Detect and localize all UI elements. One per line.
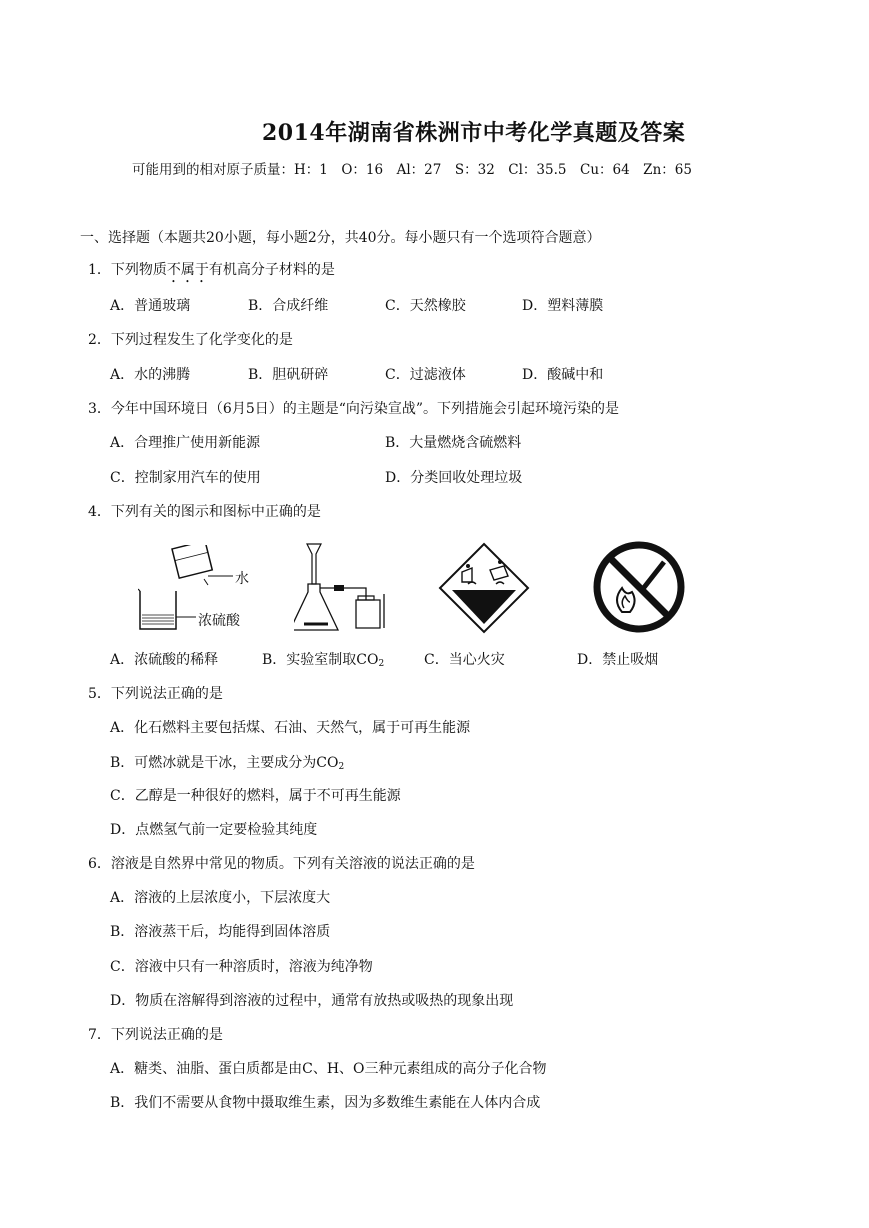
q2-option-b: B．胆矾研碎 <box>248 367 329 383</box>
q3-option-b: B．大量燃烧含硫燃料 <box>385 435 522 451</box>
q2-option-c: C．过滤液体 <box>385 367 466 383</box>
question-3-stem: 3．今年中国环境日（6月5日）的主题是“向污染宣战”。下列措施会引起环境污染的是 <box>88 401 620 417</box>
q6-option-d: D．物质在溶解得到溶液的过程中，通常有放热或吸热的现象出现 <box>110 993 514 1009</box>
q4-option-b: B．实验室制取$CO_2$ <box>262 652 385 669</box>
question-2-stem: 2．下列过程发生了化学变化的是 <box>88 332 293 348</box>
q1-option-a: A．普通玻璃 <box>110 298 191 314</box>
question-4-stem: 4．下列有关的图示和图标中正确的是 <box>88 504 321 520</box>
q2-option-d: D．酸碱中和 <box>522 367 604 383</box>
q3-option-c: C．控制家用汽车的使用 <box>110 470 261 486</box>
q1-option-b: B．合成纤维 <box>248 298 329 314</box>
q4-option-c: C．当心火灾 <box>424 652 505 668</box>
q6-option-a: A．溶液的上层浓度小，下层浓度大 <box>110 890 331 906</box>
label-concentrated-sulfuric-acid: 浓硫酸 <box>198 613 240 629</box>
q5-option-c: C．乙醇是一种很好的燃料，属于不可再生能源 <box>110 788 401 804</box>
atomic-masses-line: 可能用到的相对原子质量：H：1 O：16 Al：27 S：32 Cl：35.5 Cu：64 Zn：65 <box>132 162 692 178</box>
q5-option-b: B．可燃冰就是干冰，主要成分为$CO_2$ <box>110 755 345 772</box>
q5-option-a: A．化石燃料主要包括煤、石油、天然气，属于可再生能源 <box>110 720 471 736</box>
q1-option-c: C．天然橡胶 <box>385 298 466 314</box>
q7-option-a: A．糖类、油脂、蛋白质都是由C、H、O三种元素组成的高分子化合物 <box>110 1061 547 1077</box>
q6-option-c: C．溶液中只有一种溶质时，溶液为纯净物 <box>110 959 373 975</box>
section-heading: 一、选择题（本题共20小题，每小题2分，共40分。每小题只有一个选项符合题意） <box>80 230 601 246</box>
label-water: 水 <box>235 571 249 587</box>
q3-option-a: A．合理推广使用新能源 <box>110 435 261 451</box>
figure-co2-apparatus <box>294 540 394 636</box>
q3-option-d: D．分类回收处理垃圾 <box>385 470 523 486</box>
q5-option-d: D．点燃氢气前一定要检验其纯度 <box>110 822 318 838</box>
question-7-stem: 7．下列说法正确的是 <box>88 1027 223 1043</box>
q2-option-a: A．水的沸腾 <box>110 367 191 383</box>
question-6-stem: 6．溶液是自然界中常见的物质。下列有关溶液的说法正确的是 <box>88 856 475 872</box>
q1-option-d: D．塑料薄膜 <box>522 298 604 314</box>
figure-warning-sign <box>438 542 530 634</box>
page-title: 2014年湖南省株洲市中考化学真题及答案 <box>262 120 686 146</box>
q6-option-b: B．溶液蒸干后，均能得到固体溶质 <box>110 924 331 940</box>
emphasis-not-belong: 不属于 <box>166 262 209 278</box>
question-5-stem: 5．下列说法正确的是 <box>88 686 223 702</box>
q4-option-d: D．禁止吸烟 <box>577 652 659 668</box>
q4-option-a: A．浓硫酸的稀释 <box>110 652 219 668</box>
figure-no-smoking-sign <box>592 540 686 634</box>
q7-option-b: B．我们不需要从食物中摄取维生素，因为多数维生素能在人体内合成 <box>110 1095 541 1111</box>
question-1-stem: 1．下列物质不属于有机高分子材料的是 <box>88 262 335 278</box>
